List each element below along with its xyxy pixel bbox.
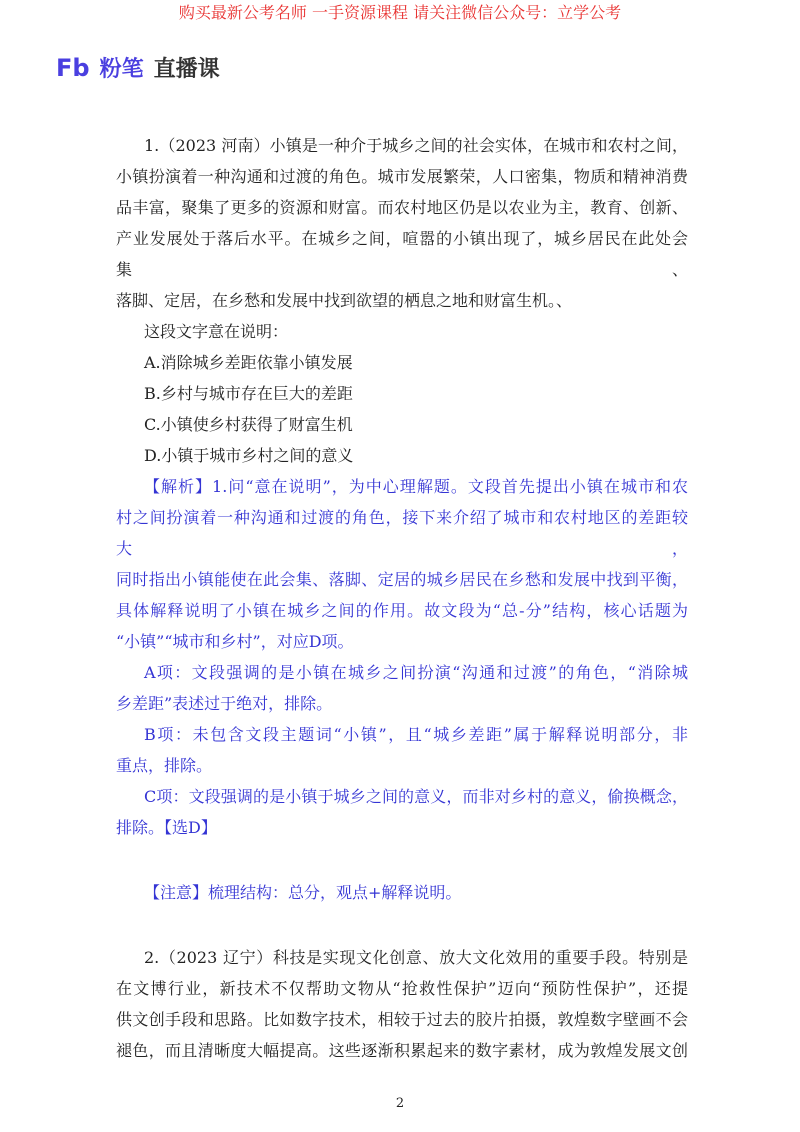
analysis-line: 村之间扮演着一种沟通和过渡的角色，接下来介绍了城市和农村地区的差距较大， <box>116 508 688 558</box>
option-c-analysis: 排除。【选D】 <box>116 818 217 837</box>
analysis-line: 具体解释说明了小镇在城乡之间的作用。故文段为“总-分”结构，核心话题为 <box>116 601 688 620</box>
q2-stem-line: 2.（2023 辽宁）科技是实现文化创意、放大文化效用的重要手段。特别是 <box>144 948 688 967</box>
note: 【注意】梳理结构：总分，观点+解释说明。 <box>144 883 462 902</box>
analysis-line: 同时指出小镇能使在此会集、落脚、定居的城乡居民在乡愁和发展中找到平衡， <box>116 570 688 589</box>
spacer <box>116 843 688 877</box>
spacer <box>116 908 688 942</box>
question-2 <box>116 942 688 1066</box>
fenbi-logo <box>56 52 220 83</box>
q1-option-d: D.小镇于城市乡村之间的意义 <box>144 446 354 465</box>
q2-stem-line: 褪色，而且清晰度大幅提高。这些逐渐积累起来的数字素材，成为敦煌发展文创 <box>116 1041 688 1060</box>
q1-stem-line: 品丰富，聚集了更多的资源和财富。而农村地区仍是以农业为主，教育、创新、 <box>116 198 688 217</box>
logo-brand: 粉笔 <box>99 57 144 82</box>
option-a-analysis: 乡差距”表述过于绝对，排除。 <box>116 694 333 713</box>
q1-question: 这段文字意在说明： <box>144 322 289 341</box>
question-1 <box>116 130 688 942</box>
analysis-line: 【解析】1.问“意在说明”，为中心理解题。文段首先提出小镇在城市和农 <box>144 477 688 496</box>
logo-mark: Fb <box>56 53 90 82</box>
q1-option-c: C.小镇使乡村获得了财富生机 <box>144 415 353 434</box>
q1-option-a: A.消除城乡差距依靠小镇发展 <box>144 353 353 372</box>
document-body <box>116 130 688 1066</box>
q1-stem-line: 1.（2023 河南）小镇是一种介于城乡之间的社会实体，在城市和农村之间， <box>144 136 688 155</box>
option-b-analysis: B项：未包含文段主题词“小镇”，且“城乡差距”属于解释说明部分，非 <box>144 725 688 744</box>
q1-option-b: B.乡村与城市存在巨大的差距 <box>144 384 353 403</box>
option-c-analysis: C项：文段强调的是小镇于城乡之间的意义，而非对乡村的意义，偷换概念， <box>144 787 688 806</box>
promo-banner: 购买最新公考名师 一手资源课程 请关注微信公众号：立学公考 <box>178 3 622 22</box>
q2-stem-line: 供文创手段和思路。比如数字技术，相较于过去的胶片拍摄，敦煌数字壁画不会 <box>116 1010 688 1029</box>
q1-stem-line: 产业发展处于落后水平。在城乡之间，喧嚣的小镇出现了，城乡居民在此处会集、 <box>116 229 688 279</box>
q1-stem-line: 小镇扮演着一种沟通和过渡的角色。城市发展繁荣，人口密集，物质和精神消费 <box>116 167 688 186</box>
q2-stem-line: 在文博行业，新技术不仅帮助文物从“抢救性保护”迈向“预防性保护”，还提 <box>116 979 688 998</box>
q1-stem-line: 落脚、定居，在乡愁和发展中找到欲望的栖息之地和财富生机。、 <box>116 291 573 310</box>
option-b-analysis: 重点，排除。 <box>116 756 213 775</box>
analysis-line: “小镇”“城市和乡村”，对应D项。 <box>116 632 354 651</box>
option-a-analysis: A项：文段强调的是小镇在城乡之间扮演“沟通和过渡”的角色，“消除城 <box>144 663 688 682</box>
page-number: 2 <box>395 1096 405 1111</box>
logo-product: 直播课 <box>153 57 220 82</box>
